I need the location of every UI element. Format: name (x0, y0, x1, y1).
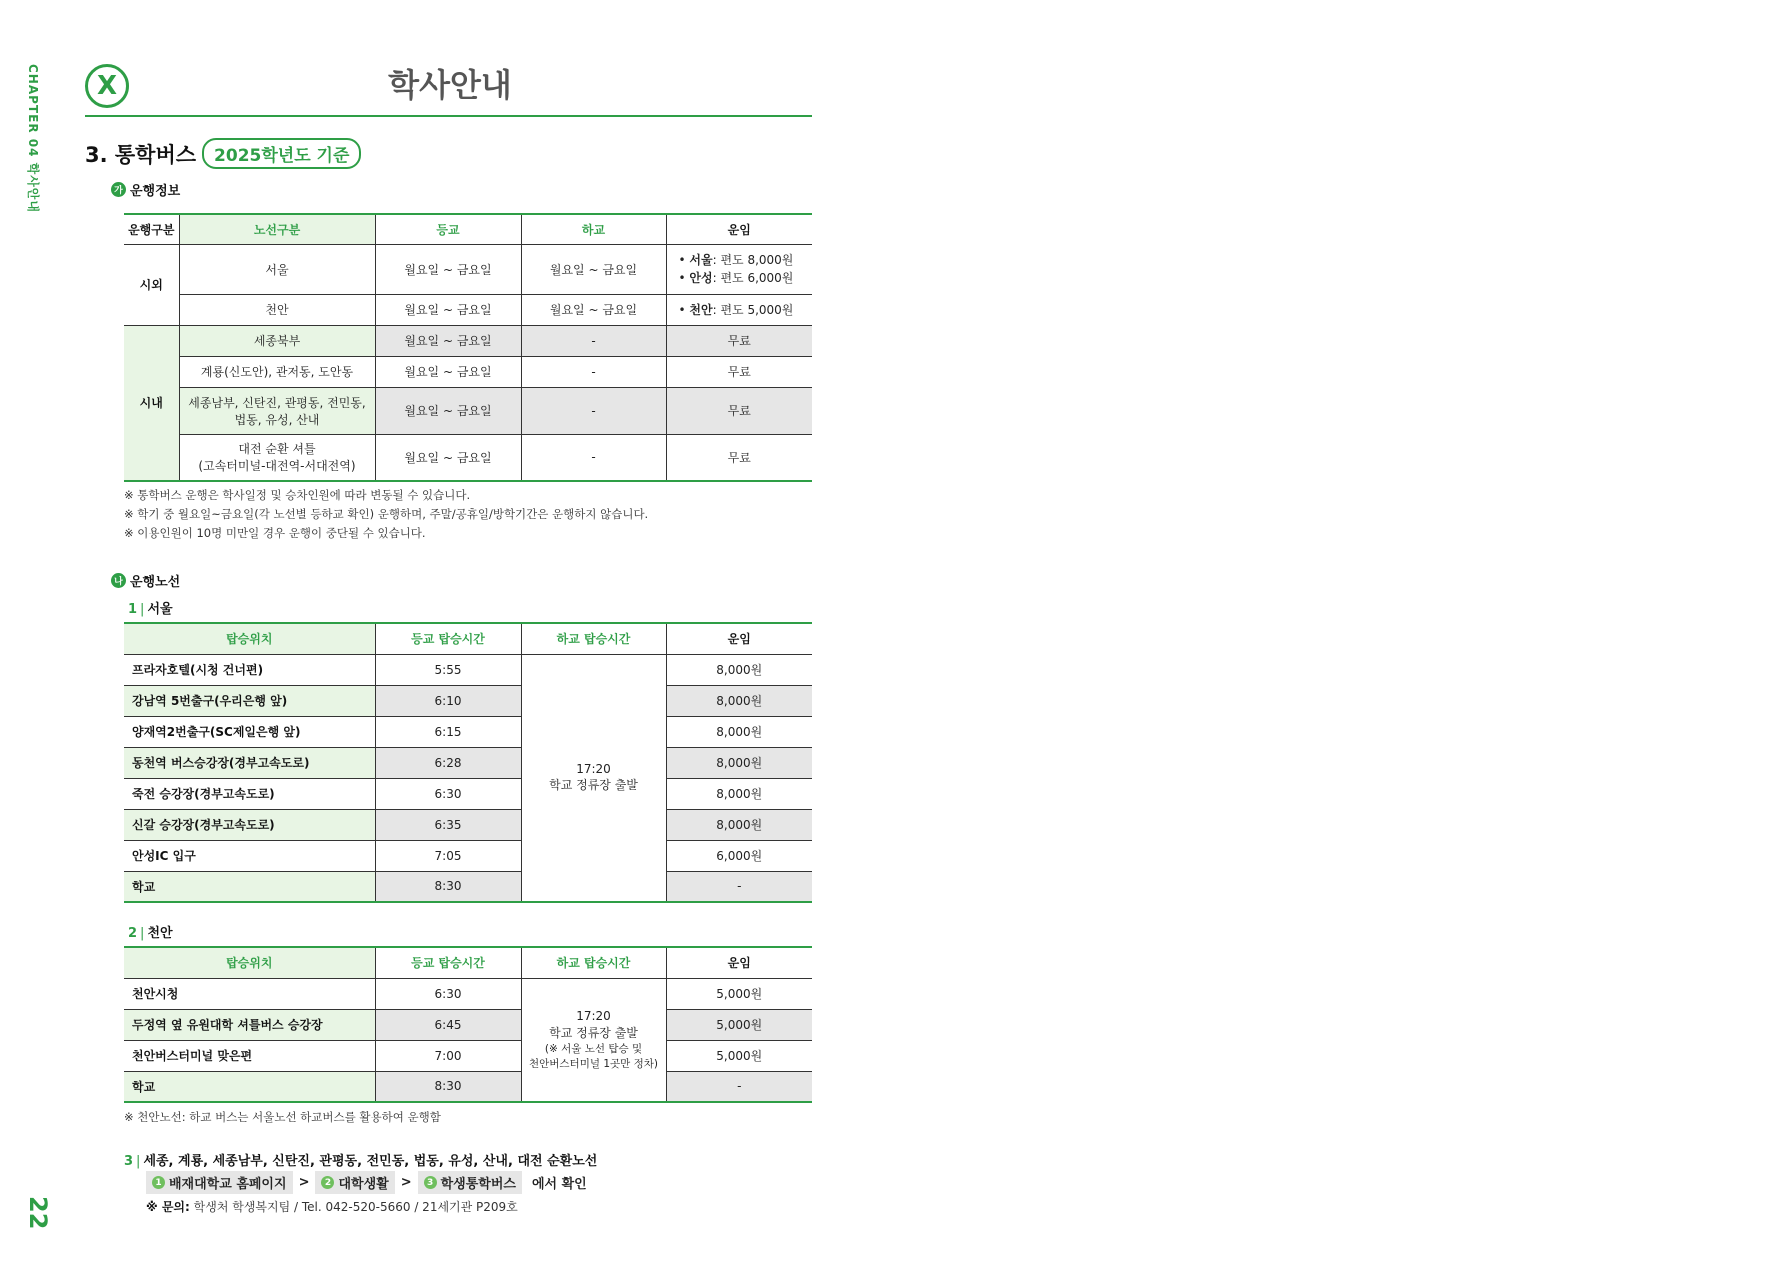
route-label-others: 3 | 세종, 계룡, 세종남부, 신탄진, 관평동, 전민동, 법동, 유성, 산내, 대전 순환노선 (124, 1154, 598, 1169)
page-number: 22 (24, 1196, 52, 1230)
table-row: 천안버스터미널 맞은편 7:00 5,000원 (124, 1040, 812, 1071)
chapter-logo-icon: X (85, 64, 129, 108)
table-row: 천안시청 6:30 17:20 학교 정류장 출발 (※ 서울 노선 탑승 및 천안버스터미널 1곳만 정차) 5,000원 (124, 978, 812, 1009)
table-row: 천안 월요일 ~ 금요일 월요일 ~ 금요일 • 천안: 편도 5,000원 (124, 294, 812, 325)
seoul-route-table (124, 622, 812, 903)
table-row: 시외 서울 월요일 ~ 금요일 월요일 ~ 금요일 • 서울: 편도 8,000원 • 안성: 편도 6,000원 (124, 244, 812, 294)
fare-cell: • 천안: 편도 5,000원 (666, 294, 812, 325)
table-row: 강남역 5번출구(우리은행 앞) 6:10 8,000원 (124, 685, 812, 716)
operation-heading: 가 운행정보 (111, 180, 180, 199)
table-row: 시내 세종북부 월요일 ~ 금요일 - 무료 (124, 325, 812, 356)
step-2-icon: 2 (321, 1176, 334, 1189)
routes-heading: 나 운행노선 (111, 571, 180, 590)
table-row: 학교 8:30 - (124, 1071, 812, 1102)
table-row: 대전 순환 셔틀 (고속터미널-대전역-서대전역) 월요일 ~ 금요일 - 무료 (124, 434, 812, 481)
homepage-path: 1 배재대학교 홈페이지 > 2 대학생활 > 3 학생통학버스 에서 확인 (146, 1171, 587, 1194)
header-divider (85, 115, 812, 117)
table-row: 신갈 승강장(경부고속도로) 6:35 8,000원 (124, 809, 812, 840)
operation-note-3: ※ 이용인원이 10명 미만일 경우 운행이 중단될 수 있습니다. (124, 526, 426, 540)
chapter-side-label: CHAPTER 04 학사안내 (26, 64, 40, 213)
cheonan-route-table (124, 946, 812, 1103)
marker-ga-icon: 가 (111, 182, 126, 197)
operation-note-2: ※ 학기 중 월요일~금요일(각 노선별 등하교 확인) 운행하며, 주말/공휴일/방학기간은 운행하지 않습니다. (124, 507, 649, 521)
group-city: 시내 (124, 325, 179, 481)
table-row: 학교 8:30 - (124, 871, 812, 902)
table-row: 동천역 버스승강장(경부고속도로) 6:28 8,000원 (124, 747, 812, 778)
table-row: 프라자호텔(시청 건너편) 5:55 17:20 학교 정류장 출발 8,000원 (124, 654, 812, 685)
table-row: 안성IC 입구 7:05 6,000원 (124, 840, 812, 871)
year-badge: 2025학년도 기준 (202, 138, 361, 169)
step-3-icon: 3 (424, 1176, 437, 1189)
operation-note-1: ※ 통학버스 운행은 학사일정 및 승차인원에 따라 변동될 수 있습니다. (124, 488, 471, 502)
step-campus-life: 2 대학생활 (315, 1171, 394, 1194)
table-header-row: 탑승위치 등교 탑승시간 하교 탑승시간 운임 (124, 623, 812, 654)
table-row: 죽전 승강장(경부고속도로) 6:30 8,000원 (124, 778, 812, 809)
page-title: 학사안내 (388, 66, 512, 104)
chevron-right-icon: > (298, 1175, 310, 1190)
route-label-seoul: 1 | 서울 (128, 602, 173, 617)
route-label-cheonan: 2 | 천안 (128, 926, 173, 941)
marker-na-icon: 나 (111, 573, 126, 588)
table-row: 계룡(신도안), 관저동, 도안동 월요일 ~ 금요일 - 무료 (124, 356, 812, 387)
step-bus: 3 학생통학버스 (418, 1171, 522, 1194)
seoul-return-time: 17:20 학교 정류장 출발 (521, 654, 666, 902)
table-header-row: 운행구분 노선구분 등교 하교 운임 (124, 214, 812, 244)
table-header-row: 탑승위치 등교 탑승시간 하교 탑승시간 운임 (124, 947, 812, 978)
cheonan-return-time: 17:20 학교 정류장 출발 (※ 서울 노선 탑승 및 천안버스터미널 1곳만 정차) (521, 978, 666, 1102)
step-1-icon: 1 (152, 1176, 165, 1189)
table-row: 세종남부, 신탄진, 관평동, 전민동, 법동, 유성, 산내 월요일 ~ 금요일 - 무료 (124, 387, 812, 434)
chevron-right-icon: > (400, 1175, 412, 1190)
group-suburb: 시외 (124, 244, 179, 325)
cheonan-note: ※ 천안노선: 하교 버스는 서울노선 하교버스를 활용하여 운행함 (124, 1110, 441, 1124)
table-row: 두정역 옆 유원대학 셔틀버스 승강장 6:45 5,000원 (124, 1009, 812, 1040)
section-title: 3. 통학버스 2025학년도 기준 (85, 138, 361, 169)
inquiry-info: ※ 문의: 학생처 학생복지팀 / Tel. 042-520-5660 / 21세기관 P209호 (146, 1200, 518, 1214)
step-homepage: 1 배재대학교 홈페이지 (146, 1171, 293, 1194)
operation-table (124, 213, 812, 482)
table-row: 양재역2번출구(SC제일은행 앞) 6:15 8,000원 (124, 716, 812, 747)
fare-cell: • 서울: 편도 8,000원 • 안성: 편도 6,000원 (666, 244, 812, 294)
